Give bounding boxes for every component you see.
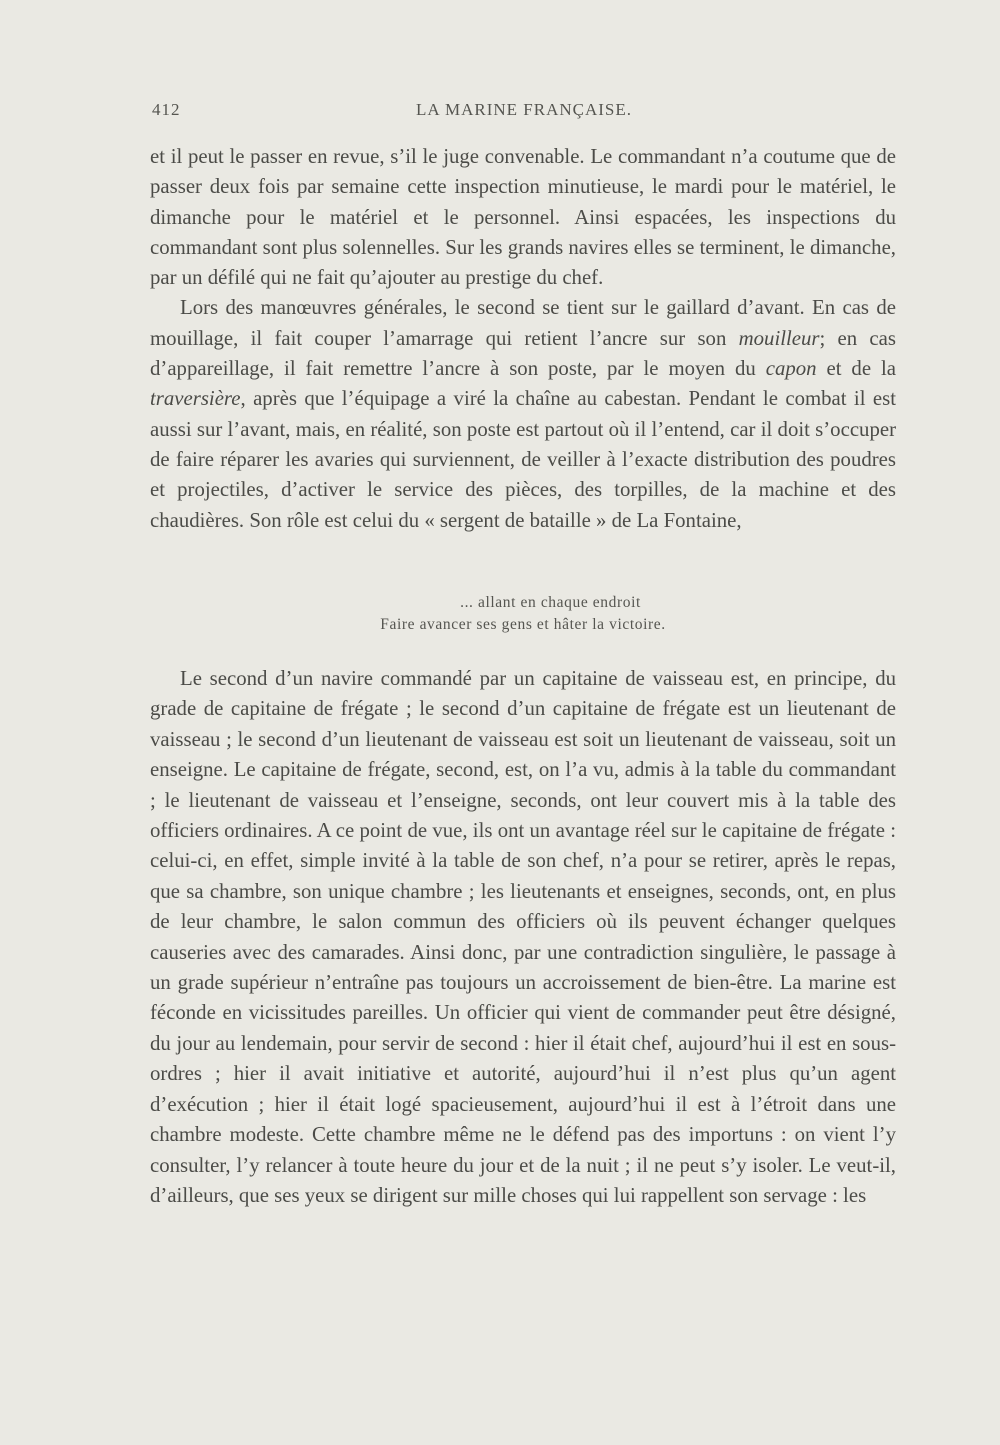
- paragraph-2: [150, 293, 896, 535]
- term-capon: capon: [765, 357, 817, 381]
- paragraph-2-part-d: , après que l’équipage a viré la chaîne au cabestan. Pendant le combat il est aussi sur l’avant, mais, en réalité, son poste est partout où il l’entend, car il doit s’occuper de faire réparer les avaries qui surviennent, de veiller à l’exacte distribution des poudres et projectiles, d’activer le service des pièces, des torpilles, de la machine et des chaudières. Son rôle est celui du « sergent de bataille » de La Fontaine,: [150, 387, 896, 532]
- page-header: [152, 100, 896, 124]
- verse-quote: [150, 592, 896, 636]
- paragraph-3: Le second d’un navire commandé par un capitaine de vaisseau est, en principe, du grade de capitaine de frégate ; le second d’un capitaine de frégate est un lieutenant de vaisseau ; le second d’un lieutenant de vaisseau est soit un lieutenant de vaisseau, soit un enseigne. Le capitaine de frégate, second, est, on l’a vu, admis à la table du commandant ; le lieutenant de vaisseau et l’enseigne, seconds, ont leur couvert mis à la table des officiers ordinaires. A ce point de vue, ils ont un avantage réel sur le capitaine de frégate : celui-ci, en effet, simple invité à la table de son chef, n’a pour se retirer, après le repas, que sa chambre, son unique chambre ; les lieutenants et enseignes, seconds, ont, en plus de leur chambre, le salon commun des officiers où ils peuvent échanger quelques causeries avec des camarades. Ainsi donc, par une contradiction singulière, le passage à un grade supérieur n’entraîne pas toujours un accroissement de bien-être. La marine est féconde en vicissitudes pareilles. Un officier qui vient de commander peut être désigné, du jour au lendemain, pour servir de second : hier il était chef, aujourd’hui il est en sous-ordres ; hier il avait initiative et autorité, aujourd’hui il n’est plus qu’un agent d’exécution ; hier il était logé spacieusement, aujourd’hui il est à l’étroit dans une chambre modeste. Cette chambre même ne le défend pas des importuns : on vient l’y consulter, l’y relancer à toute heure du jour et de la nuit ; il ne peut s’y isoler. Le veut-il, d’ailleurs, que ses yeux se dirigent sur mille choses qui lui rappellent son servage : les: [150, 667, 896, 1207]
- term-traversiere: traversière: [150, 387, 241, 411]
- text-block-bottom: [150, 664, 896, 1211]
- page-number: 412: [152, 100, 181, 119]
- term-mouilleur: mouilleur: [738, 326, 820, 350]
- text-block-top: [150, 142, 896, 536]
- running-title: LA MARINE FRANÇAISE.: [416, 100, 632, 119]
- quote-line-1: ... allant en chaque endroit: [460, 594, 641, 611]
- paragraph-2-part-a: Lors des manœuvres générales, le second se tient sur le gaillard d’avant. En cas de mouillage, il fait couper l’amarrage qui retient l’ancre sur son: [150, 296, 896, 350]
- paragraph-2-part-b: ; en cas d’appareillage, il fait remettre l’ancre à son poste, par le moyen du: [150, 326, 896, 381]
- paragraph-1: et il peut le passer en revue, s’il le juge convenable. Le commandant n’a coutume que de passer deux fois par semaine cette inspection minutieuse, le mardi pour le matériel, le dimanche pour le matériel et le personnel. Ainsi espacées, les inspections du commandant sont plus solennelles. Sur les grands navires elles se terminent, le dimanche, par un défilé qui ne fait qu’ajouter au prestige du chef.: [150, 145, 896, 290]
- paragraph-2-part-c: et de la: [816, 357, 896, 381]
- quote-line-2: Faire avancer ses gens et hâter la victoire.: [380, 616, 666, 633]
